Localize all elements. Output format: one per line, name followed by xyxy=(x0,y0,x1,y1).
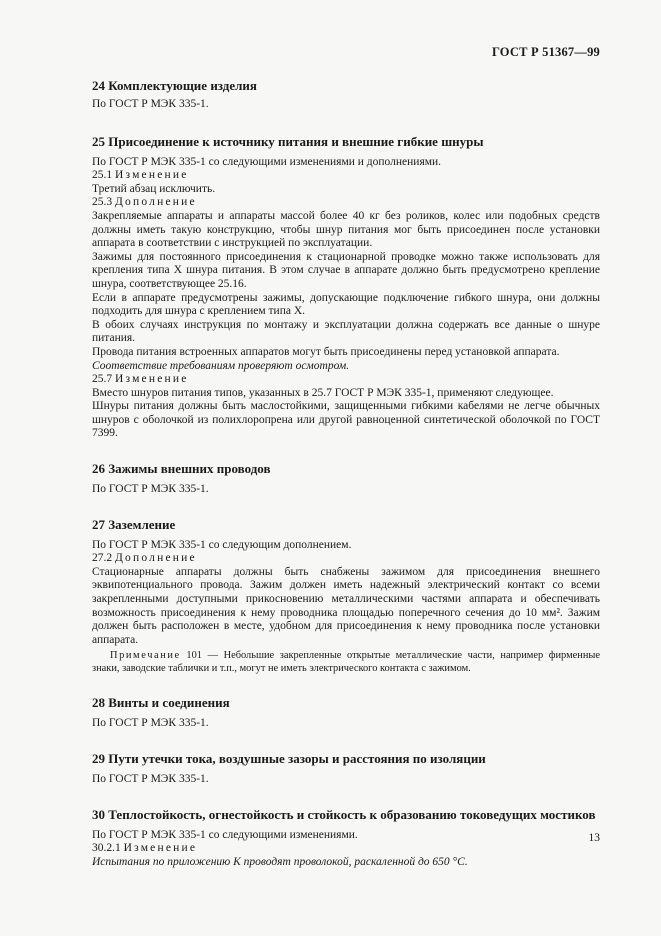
paragraph: По ГОСТ Р МЭК 335-1. xyxy=(92,98,209,110)
clause-label: Изменение xyxy=(123,842,198,855)
page-number: 13 xyxy=(588,832,600,844)
clause-number: 25.1 xyxy=(92,169,115,182)
clause-number: 25.7 xyxy=(92,373,115,386)
section-25 xyxy=(92,134,600,441)
note-text: 101 — Небольшие закрепленные открытые металлические части, например фирменные знаки, заводские таблички и т.п., могут не иметь электрического контакта с зажимом. xyxy=(92,650,600,675)
paragraph-italic: Соответствие требованиям проверяют осмотром. xyxy=(92,359,350,372)
paragraph: Провода питания встроенных аппаратов могут быть присоединены перед установкой аппарата. xyxy=(92,345,560,358)
clause-heading xyxy=(92,373,600,387)
clause-number: 30.2.1 xyxy=(92,842,124,855)
clause-label: Изменение xyxy=(115,373,189,386)
clause-heading xyxy=(92,842,600,856)
clause-label: Изменение xyxy=(115,169,189,182)
clause-heading xyxy=(92,169,600,183)
section-title: 25 Присоединение к источнику питания и внешние гибкие шнуры xyxy=(92,133,484,149)
paragraph: Закрепляемые аппараты и аппараты массой более 40 кг без роликов, колес или подобных средств должны иметь такую конструкцию, чтобы шнур питания мог быть присоединен после установки аппарата в соответствии с инструкцией по эксплуатации. xyxy=(92,209,600,250)
section-27 xyxy=(92,517,600,676)
section-title: 27 Заземление xyxy=(92,516,176,532)
section-title: 24 Комплектующие изделия xyxy=(92,78,257,93)
clause-label: Дополнение xyxy=(115,196,197,209)
clause-number: 27.2 xyxy=(92,552,115,565)
paragraph: В обоих случаях инструкция по монтажу и эксплуатации должна содержать все данные о шнуре питания. xyxy=(92,318,600,345)
paragraph: По ГОСТ Р МЭК 335-1 со следующими изменениями. xyxy=(92,828,358,841)
paragraph: Зажимы для постоянного присоединения к стационарной проводке можно также использовать для крепления типа X шнура питания. В этом случае в аппарате должно быть предусмотрено крепление шнура, соответствующее 25.16. xyxy=(92,250,600,290)
section-title: 26 Зажимы внешних проводов xyxy=(92,461,271,477)
paragraph: Стационарные аппараты должны быть снабжены зажимом для присоединения внешнего эквипотенциального провода. Зажим должен иметь надежный электрический контакт со всеми закрепленными доступными прикосновению металлическими частями аппарата и обеспечивать возможность присоединения к нему проводника площадью поперечного сечения до 10 мм². Зажим должен быть расположен в месте, удобном для присоединения к нему проводника после установки аппарата. xyxy=(92,565,600,646)
clause-heading xyxy=(92,552,600,566)
paragraph: По ГОСТ Р МЭК 335-1. xyxy=(92,483,209,496)
section-title: 30 Теплостойкость, огнестойкость и стойкость к образованию токоведущих мостиков xyxy=(92,806,596,822)
document-id: ГОСТ Р 51367—99 xyxy=(491,45,600,59)
paragraph: По ГОСТ Р МЭК 335-1. xyxy=(92,773,209,785)
paragraph: Шнуры питания должны быть маслостойкими, защищенными гибкими кабелями не легче обычных шнуров с оболочкой из полихлоропрена или другой равноценной синтетической оболочкой по ГОСТ 7399. xyxy=(92,400,600,440)
paragraph: По ГОСТ Р МЭК 335-1 со следующим дополнением. xyxy=(92,538,352,551)
section-title: 28 Винты и соединения xyxy=(92,695,230,711)
page-content xyxy=(92,78,600,884)
section-26 xyxy=(92,461,600,497)
paragraph: Если в аппарате предусмотрены зажимы, допускающие подключение гибкого шнура, они должны подходить для шнура с креплением типа X. xyxy=(92,291,600,318)
paragraph: Третий абзац исключить. xyxy=(92,182,216,195)
section-28 xyxy=(92,695,600,731)
section-29 xyxy=(92,751,600,787)
paragraph: По ГОСТ Р МЭК 335-1. xyxy=(92,717,209,730)
paragraph: Вместо шнуров питания типов, указанных в 25.7 ГОСТ Р МЭК 335-1, применяют следующее. xyxy=(92,386,554,399)
section-30 xyxy=(92,807,600,870)
section-24 xyxy=(92,78,600,112)
paragraph-italic: Испытания по приложению К проводят проволокой, раскаленной до 650 °С. xyxy=(92,855,468,868)
clause-heading xyxy=(92,196,600,210)
clause-label: Дополнение xyxy=(115,552,197,565)
document-page xyxy=(92,0,600,936)
section-title: 29 Пути утечки тока, воздушные зазоры и расстояния по изоляции xyxy=(92,751,486,766)
clause-number: 25.3 xyxy=(92,196,115,209)
paragraph: По ГОСТ Р МЭК 335-1 со следующими изменениями и дополнениями. xyxy=(92,155,442,168)
note-label: Примечание xyxy=(110,650,181,662)
note xyxy=(92,649,600,675)
